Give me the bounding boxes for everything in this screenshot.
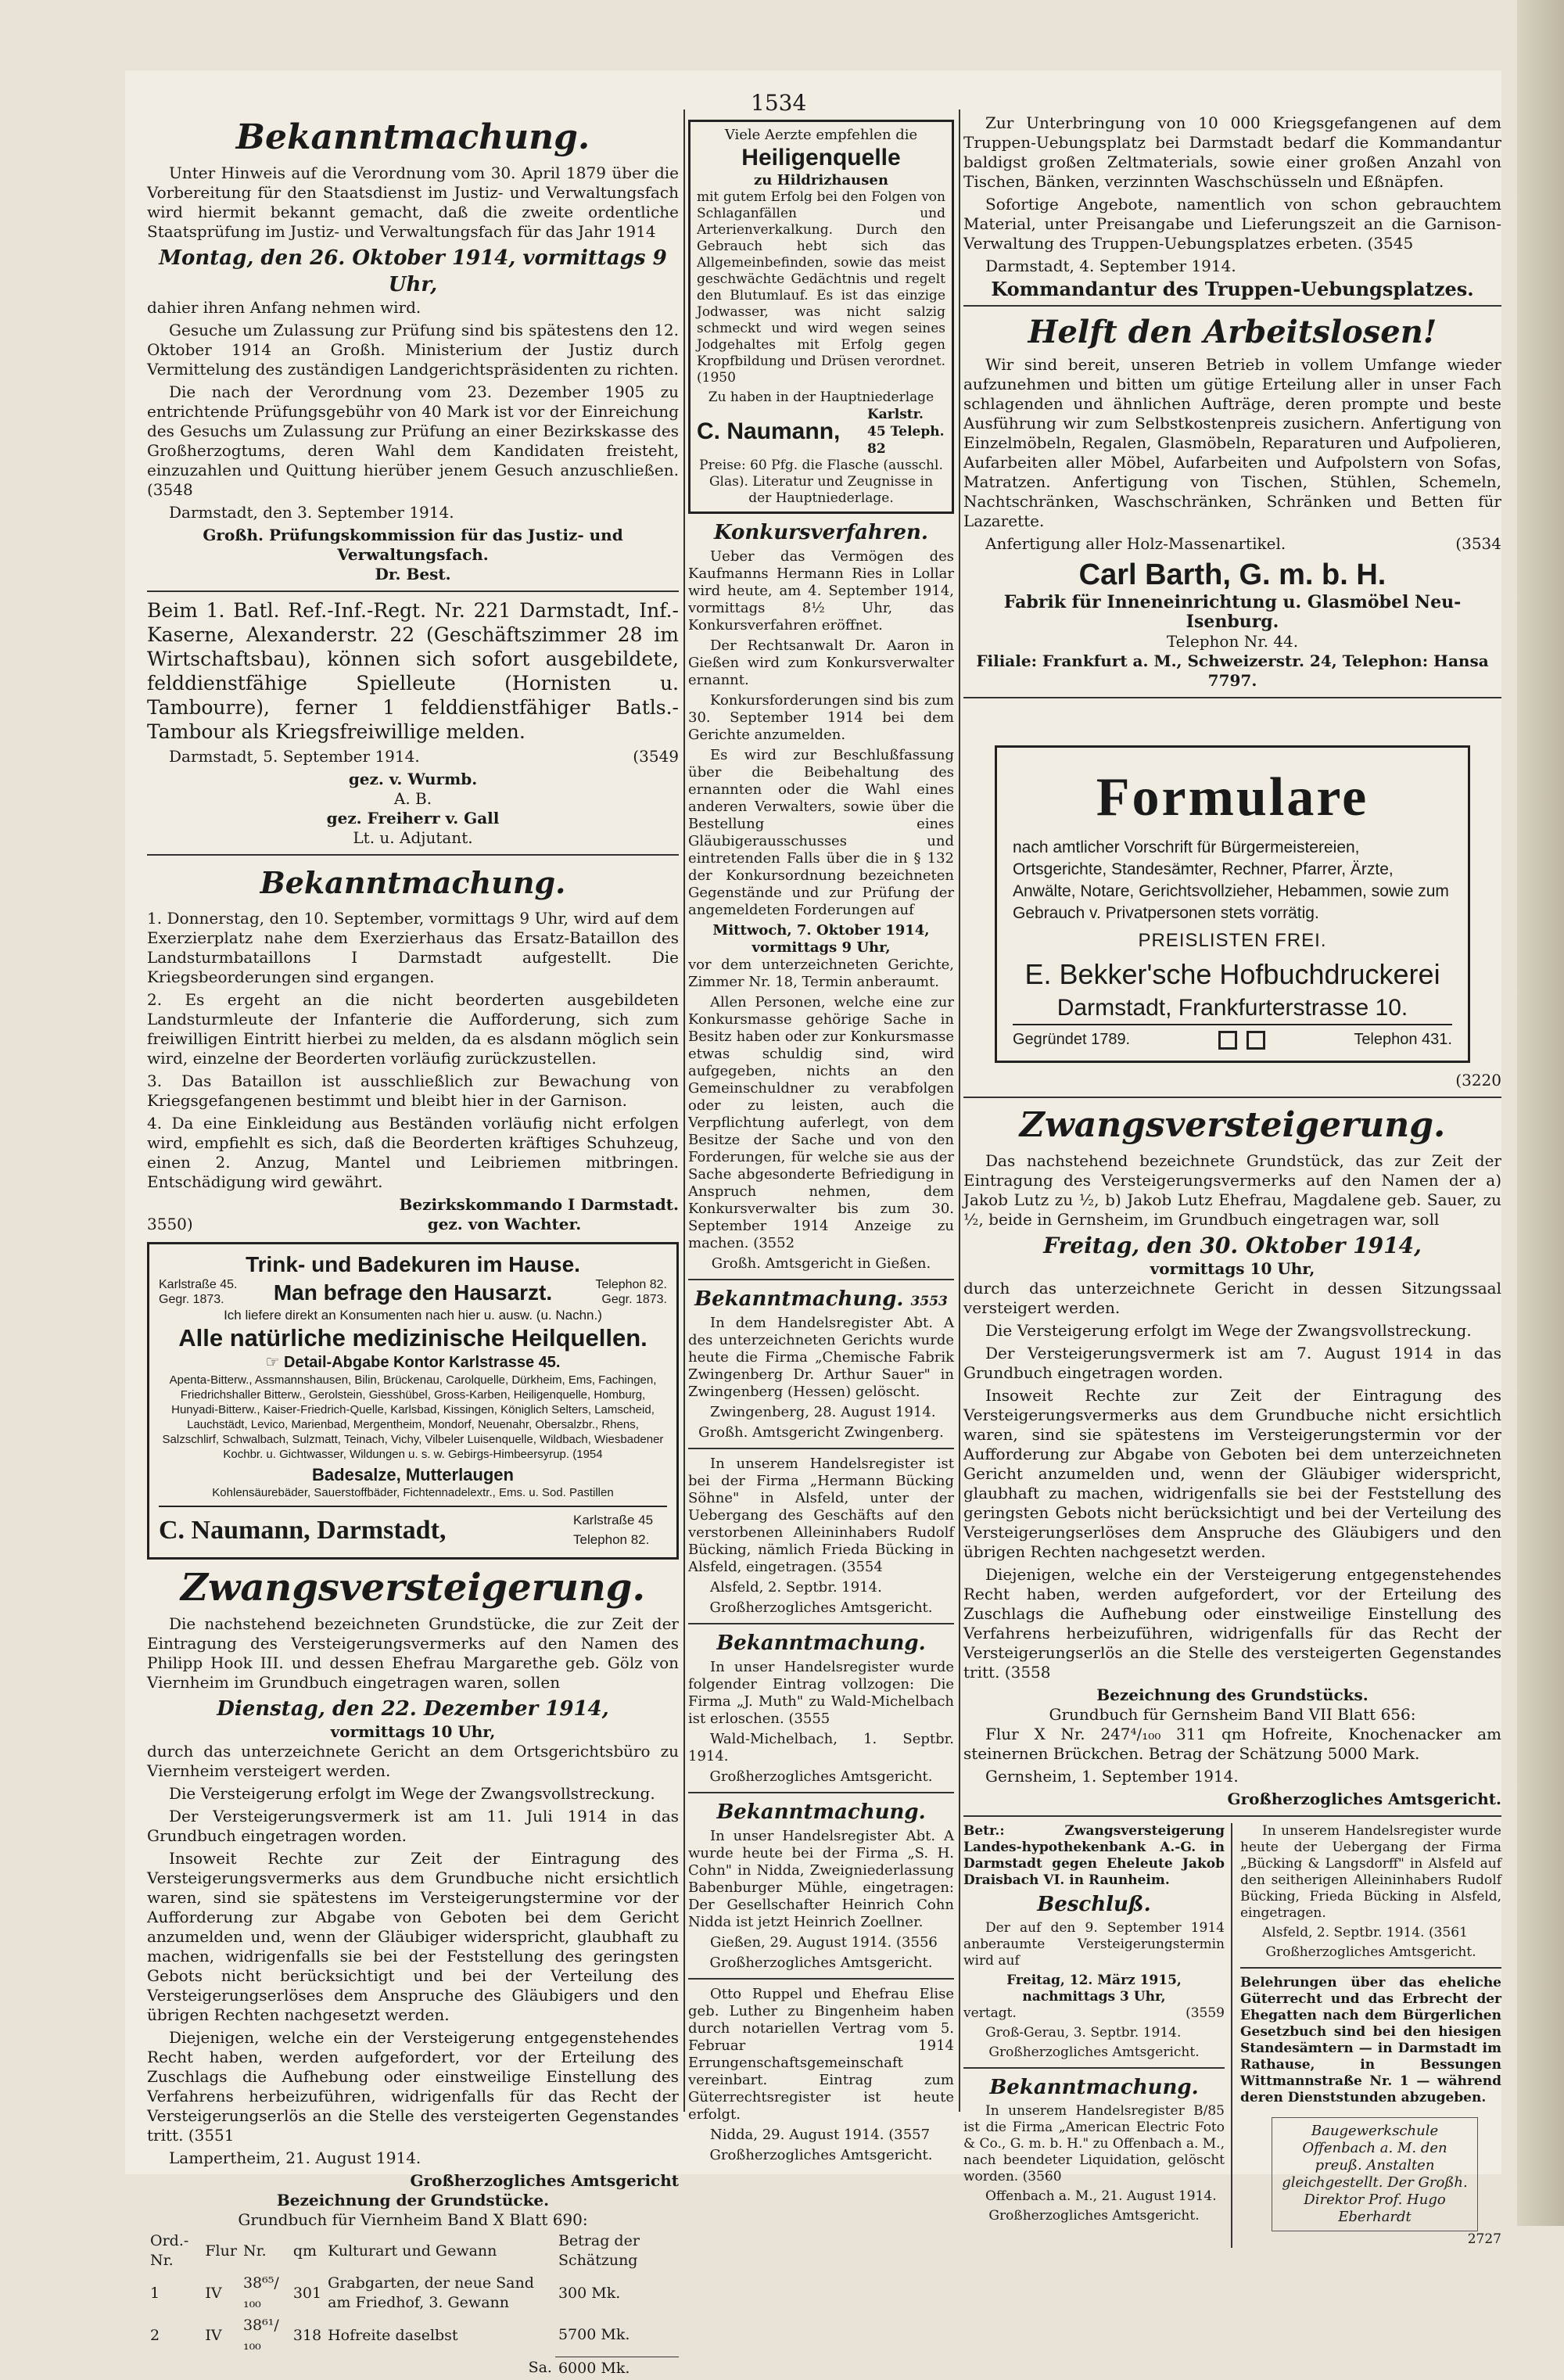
notice-text: In unser Handelsregister Abt. A wurde heute bei der Firma „S. H. Cohn" in Nidda, Zweigniederlassung Babenburger Mühle, eingetragen: Der Gesellschafter Heinrich Cohn Nidda ist jetzt Heinrich Zoellner. — [688, 1828, 954, 1930]
stamp-reference: 2727 — [1467, 2231, 1501, 2247]
page-number: 1534 — [751, 90, 807, 116]
column-left — [147, 113, 679, 2380]
ad-footer: Gegründet 1789. Telephon 431. — [1013, 1031, 1452, 1048]
advertisement-box — [995, 745, 1470, 1063]
ad-title: Trink- und Badekuren im Hause. — [246, 1252, 580, 1276]
ad-text: Viele Aerzte empfehlen die — [724, 127, 918, 143]
notice-time: vormittags 10 Uhr, — [1150, 1259, 1315, 1278]
notice-place-date: Wald-Michelbach, 1. Septbr. 1914. — [688, 1731, 954, 1764]
notice-text: Der Versteigerungsvermerk ist am 7. August 1914 in das Grundbuch eingetragen worden. — [963, 1344, 1501, 1382]
notice-date: Freitag, den 30. Oktober 1914, — [1043, 1233, 1422, 1258]
notice-text: Unter Hinweis auf die Verordnung vom 30. April 1879 über die Vorbereitung für den Staatsdienst im Justiz- und Verwaltungsfach wird hiermit bekannt gemacht, daß die zweite ordentliche Staatsprüfung im Justiz- und Verwaltungsfach für das Jahr 1914 — [147, 163, 679, 241]
notice-signature: Großherzogliches Amtsgericht. — [709, 1768, 933, 1785]
list-item: 3. Das Bataillon ist ausschließlich zur Bewachung von Kriegsgefangenen bestimmt und bleibt hier in der Garnison. — [147, 1072, 679, 1110]
notice-signature: Großherzogliches Amtsgericht. — [709, 1955, 933, 1971]
ad-firm-name: E. Bekker'sche Hofbuchdruckerei — [1024, 958, 1440, 990]
ad-text: Filiale: Frankfurt a. M., Schweizerstr. 24, Telephon: Hansa 7797. — [976, 652, 1489, 690]
notice-place-date: Gernsheim, 1. September 1914. — [985, 1767, 1239, 1786]
notice-signature: Großh. Amtsgericht Zwingenberg. — [698, 1424, 944, 1441]
notice-text: vor dem unterzeichneten Gerichte, Zimmer Nr. 18, Termin anberaumt. — [688, 957, 954, 990]
notice-place-date: Alsfeld, 2. Septbr. 1914. — [710, 1579, 882, 1596]
ad-title: Heiligenquelle — [741, 145, 901, 171]
notice-place-date: Offenbach a. M., 21. August 1914. — [985, 2188, 1217, 2204]
column-right — [963, 113, 1501, 2248]
institution-stamp: Baugewerkschule Offenbach a. M. den preuß. Anstalten gleichgestellt. Der Großh. Direktor Prof. Hugo Eberhardt — [1272, 2117, 1478, 2231]
ad-footer: C. Naumann, Darmstadt, Karlstraße 45 Telephon 82. — [159, 1506, 667, 1549]
notice-text: Das nachstehend bezeichnete Grundstück, das zur Zeit der Eintragung des Versteigerungsvermerks auf den Namen der a) Jakob Lutz zu ½, b) Jakob Lutz Ehefrau, Magdalene geb. Sauer, zu ½, beide in Gernsheim, im Grundbuch eingetragen war, soll — [963, 1151, 1501, 1229]
notice-place-date: Alsfeld, 2. Septbr. 1914. (3561 — [1262, 1925, 1468, 1940]
notice-title: Zwangsversteigerung. — [1019, 1105, 1446, 1145]
notice-text: Flur X Nr. 247⁴/₁₀₀ 311 qm Hofreite, Knochenacker am steinernen Brückchen. Betrag der Schätzung 5000 Mark. — [963, 1725, 1501, 1763]
notice-text: In unserem Handelsregister wurde heute der Uebergang der Firma „Bücking & Langsdorff" in Alsfeld auf den seitherigen Alleininhabers Rudolf Bücking, Frieda Bücking in Alsfeld, eingetragen. — [1240, 1823, 1501, 1921]
notice-text: Die Versteigerung erfolgt im Wege der Zwangsvollstreckung. — [985, 1321, 1472, 1340]
notice-date: Mittwoch, 7. Oktober 1914, vormittags 9 Uhr, — [712, 922, 930, 956]
section-heading: Bezeichnung der Grundstücke. — [276, 2191, 550, 2209]
notice-title: Zwangsversteigerung. — [180, 1566, 646, 1610]
notice-text: Die Versteigerung erfolgt im Wege der Zwangsvollstreckung. — [169, 1784, 655, 1803]
notice-text: Konkursforderungen sind bis zum 30. September 1914 bei dem Gerichte anzumelden. — [688, 692, 954, 743]
ad-text: Anfertigung aller Holz-Massenartikel. (3534 — [985, 534, 1501, 553]
list-item: 2. Es ergeht an die nicht beorderten ausgebildeten Landsturmleute der Infanterie die Aufforderung, sich zum freiwilligen Eintritt hierbei zu melden, da es alsdann möglich sein wird, einzelne der Beorderten vorläufig zurückzustellen. — [147, 990, 679, 1068]
table-row: 1 IV 38⁶⁵/₁₀₀ 301 Grabgarten, der neue Sand am Friedhof, 3. Gewann 300 Mk. — [150, 2274, 621, 2311]
ad-text: Wir sind bereit, unseren Betrieb in vollem Umfange wieder aufzunehmen und bitten um gütige Erteilung aller in unser Fach schlagenden und ähnlichen Aufträge, deren prompte und beste Ausführung wir zum Selbstkostenpreis zusichern. Anfertigung von Einzelmöbeln, Regalen, Glasmöbeln, Reparaturen und Aufpolieren, Aufarbeiten aller Möbel, Aufarbeiten und Aufpolstern von Sofas, Matratzen. Anfertigung von Tischen, Stühlen, Schemeln, Nachtschränken, Waschschränken, Schränken und Betten für Lazarette. — [963, 355, 1501, 530]
notice-signature: Großherzogliches Amtsgericht. — [1265, 1944, 1476, 1960]
notice-text: Der auf den 9. September 1914 anberaumte Versteigerungstermin wird auf — [963, 1920, 1225, 1969]
notice-signature: Großh. Prüfungskommission für das Justiz- und Verwaltungsfach. — [203, 526, 623, 564]
notice-text: In unser Handelsregister wurde folgender Eintrag vollzogen: Die Firma „J. Muth" zu Wald-Michelbach ist erloschen. (3555 — [688, 1659, 954, 1727]
notice-text: Belehrungen über das eheliche Güterrecht und das Erbrecht der Ehegatten nach dem Bürgerlichen Gesetzbuch sind bei den hiesigen Standesämtern — in Darmstadt im Rathause, in Bessungen Wittmannstraße Nr. 1 — während deren Dienststunden abzugeben. — [1240, 1975, 1501, 2105]
notice-signature: A. B. — [393, 789, 432, 808]
notice-signature-line: 3550) gez. von Wachter. — [147, 1215, 582, 1233]
table-header-row — [147, 2230, 679, 2272]
ad-reference: (3220 — [1455, 1071, 1501, 1089]
table-header: qm — [292, 2242, 317, 2260]
table-header: Betrag der Schätzung — [558, 2232, 640, 2269]
notice-place-date: Lampertheim, 21. August 1914. — [169, 2148, 421, 2167]
notice-text: durch das unterzeichnete Gericht an dem Ortsgerichtsbüro zu Viernheim versteigert werden. — [147, 1742, 679, 1780]
notice-text: In unserem Handelsregister ist bei der Firma „Hermann Bücking Söhne" in Alsfeld, unter der Uebergang des Geschäfts auf den verstorbenen Alleininhabers Rudolf Bücking, nämlich Frieda Bücking in Alsfeld, eingetragen. (3554 — [688, 1456, 954, 1575]
notice-signature: Kommandantur des Truppen-Uebungsplatzes. — [991, 278, 1474, 300]
ad-footer: C. Naumann, Karlstr. 45 Teleph. 82 — [697, 407, 945, 457]
section-heading: Bezeichnung des Grundstücks. — [1096, 1685, 1368, 1704]
notice-text: Diejenigen, welche ein der Versteigerung entgegenstehendes Recht haben, werden aufgefordert, vor der Erteilung des Zuschlags die Aufhebung oder einstweilige Einstellung des Verfahrens herbeizuführen, widrigenfalls für das Recht der Versteigerungserlös an die Stelle des versteigerten Gegenstandes tritt. (3558 — [963, 1565, 1501, 1682]
ad-subheadline: PREISLISTEN FREI. — [1138, 930, 1327, 951]
decorative-squares-icon — [1214, 1030, 1270, 1050]
notice-title: Bekanntmachung. — [235, 117, 590, 157]
notice-text: Der Rechtsanwalt Dr. Aaron in Gießen wird zum Konkursverwalter ernannt. — [688, 637, 954, 688]
notice-text: Zur Unterbringung von 10 000 Kriegsgefangenen auf dem Truppen-Uebungsplatz bei Darmstadt bedarf die Kommandantur baldigst großen Zeltmaterials, sowie einer großen Anzahl von Tischen, Bänken, verzinnten Waschschüsseln und Eßnäpfen. — [963, 113, 1501, 191]
notice-signature: Großherzogliches Amtsgericht — [410, 2171, 679, 2190]
notice-signature: Dr. Best. — [375, 565, 451, 583]
notice-place-date: Darmstadt, den 3. September 1914. — [169, 503, 454, 522]
list-item: 1. Donnerstag, den 10. September, vormittags 9 Uhr, wird auf dem Exerzierplatz nahe dem Exerzierhaus das Ersatz-Bataillon des Landsturmbataillons I Darmstadt aufgestellt. Die Kriegsbeorderungen sind ergangen. — [147, 909, 679, 986]
ad-text: mit gutem Erfolg bei den Folgen von Schlaganfällen und Arterienverkalkung. Durch den Gebrauch hebt sich das Allgemeinbefinden, sowie das meist geschwächte Gedächtnis und regelt den Blutumlauf. Es ist das einzige Jodwasser, was nicht salzig schmeckt und wird wegen seines Jodgehaltes mit Erfolg gegen Kropfbildung und Drüsen verordnet. (1950 — [697, 189, 945, 386]
notice-title: Konkursverfahren. — [713, 521, 928, 544]
notice-text: Die nachstehend bezeichneten Grundstücke, die zur Zeit der Eintragung des Versteigerungsvermerks auf den Namen des Philipp Hook III. und dessen Ehefrau Margarethe geb. Gölz von Viernheim im Grundbuch eingetragen waren, sollen — [147, 1614, 679, 1692]
notice-place-date: Zwingenberg, 28. August 1914. — [710, 1404, 936, 1420]
notice-place-date: Groß-Gerau, 3. Septbr. 1914. — [985, 2025, 1182, 2041]
notice-place-date: Nidda, 29. August 1914. (3557 — [710, 2127, 931, 2143]
notice-signature: Großherzogliches Amtsgericht. — [709, 1599, 933, 1616]
notice-title: Bekanntmachung. — [989, 2076, 1199, 2099]
ad-firm-name: Carl Barth, G. m. b. H. — [1078, 558, 1386, 591]
column-rule-right — [959, 109, 960, 2112]
advertisement-box — [147, 1242, 679, 1560]
notice-title: Bekanntmachung. — [716, 1632, 926, 1655]
notice-text: Ueber das Vermögen des Kaufmanns Hermann Ries in Lollar wird heute, am 4. September 1914, vormittags 8½ Uhr, das Konkursverfahren eröffnet. — [688, 548, 954, 634]
advertisement-box — [688, 120, 954, 514]
property-table — [147, 2230, 679, 2380]
notice-signature: gez. v. Wurmb. — [348, 770, 478, 788]
column-middle — [688, 113, 954, 2164]
notice-signature: Großherzogliches Amtsgericht. — [709, 2147, 933, 2163]
ad-title: Helft den Arbeitslosen! — [1028, 314, 1437, 350]
notice-text: Diejenigen, welche ein der Versteigerung entgegenstehendes Recht haben, werden aufgefordert, vor der Erteilung des Zuschlags die Aufhebung oder einstweilige Einstellung des Verfahrens herbeizuführen, widrigenfalls für das Recht der Versteigerungserlös an die Stelle des versteigerten Gegenstandes tritt. (3551 — [147, 2028, 679, 2145]
notice-text: vertagt. (3559 — [963, 2005, 1225, 2021]
notice-signature: Lt. u. Adjutant. — [353, 828, 473, 847]
notice-date: Montag, den 26. Oktober 1914, vormittags 9 Uhr, — [159, 246, 667, 296]
notice-place-date: Darmstadt, 4. September 1914. — [985, 257, 1236, 275]
notice-block — [963, 1823, 1232, 2248]
notice-text: Otto Ruppel und Ehefrau Elise geb. Luther zu Bingenheim haben durch notariellen Vertrag vom 5. Februar 1914 Errungenschaftsgemeinschaft vereinbart. Eintrag zum Güterrechtsregister ist heute erfolgt. — [688, 1986, 954, 2123]
notice-text: In unserem Handelsregister B/85 ist die Firma „American Electric Foto & Co., G. m. b. H." zu Offenbach a. M., nach beendeter Liquidation, gelöscht worden. (3560 — [963, 2103, 1225, 2184]
table-sum-row: Sa. 6000 Mk. — [147, 2357, 679, 2380]
pointing-hand-icon: ☞ — [265, 1354, 285, 1371]
notice-date: Freitag, 12. März 1915, nachmittags 3 Uhr, — [1006, 1973, 1182, 2005]
notice-text: Allen Personen, welche eine zur Konkursmasse gehörige Sache in Besitz haben oder zur Konkursmasse etwas schuldig sind, wird aufgegeben, nichts an den Gemeinschuldner zu verabfolgen oder zu leisten, auch die Verpflichtung auferlegt, von dem Besitze der Sache und von den Forderungen, für welche sie aus der Sache abgesonderte Befriedigung in Anspruch nehmen, dem Konkursverwalter bis zum 30. September 1914 Anzeige zu machen. (3552 — [688, 994, 954, 1251]
notice-text: Insoweit Rechte zur Zeit der Eintragung des Versteigerungsvermerks aus dem Grundbuche nicht ersichtlich waren, sind sie spätestens im Versteigerungstermine vor der Aufforderung zur Abgabe von Geboten bei dem Gericht anzumelden und, wenn der Gläubiger widerspricht, glaubhaft zu machen, widrigenfalls sie bei der Feststellung des geringsten Gebots nicht berücksichtigt und bei der Verteilung des Versteigerungserlöses dem Anspruche des Gläubigers und den übrigen Rechten nachgesetzt werden. — [147, 1849, 679, 2024]
ad-text: Ich liefere direkt an Konsumenten nach hier u. ausw. (u. Nachn.) — [224, 1308, 602, 1323]
notice-text: Es wird zur Beschlußfassung über die Beibehaltung des ernannten oder die Wahl eines anderen Verwalters, sowie über die Bestellung eines Gläubigerausschusses und eintretenden Falls über die in § 132 der Konkursordnung bezeichneten Gegenstände und zur Prüfung der angemeldeten Forderungen auf — [688, 747, 954, 918]
notice-text: Betr.: Zwangsversteigerung Landes-hypothekenbank A.-G. in Darmstadt gegen Eheleute Jakob Draisbach VI. in Raunheim. — [963, 1823, 1225, 1888]
ad-text: nach amtlicher Vorschrift für Bürgermeistereien, Ortsgerichte, Standesämter, Rechner, Pfarrer, Ärzte, Anwälte, Notare, Gerichtsvollzieher, Hebammen, sowie zum Gebrauch v. Privatpersonen stets vorrätig. — [1013, 838, 1449, 922]
notice-signature: Großherzogliches Amtsgericht. — [988, 2044, 1200, 2060]
ad-text: Zu haben in der Hauptniederlage — [708, 389, 934, 405]
notice-place-date: Darmstadt, 5. September 1914. (3549 — [169, 747, 679, 766]
ad-address: Darmstadt, Frankfurterstrasse 10. — [1013, 993, 1452, 1025]
notice-signature: Großherzogliches Amtsgericht. — [1227, 1789, 1501, 1808]
notice-text: Insoweit Rechte zur Zeit der Eintragung des Versteigerungsvermerks aus dem Grundbuche nicht ersichtlich waren, sind sie spätestens im Versteigerungstermin vor der Aufforderung zur Abgabe von Geboten bei dem unterzeichneten Gericht anzumelden und, wenn der Gläubiger widerspricht, glaubhaft zu machen, widrigenfalls sie bei der Feststellung des geringsten Gebots nicht berücksichtigt und bei der Verteilung des Versteigerungserlöses dem Anspruche des Gläubigers und den übrigen Rechten nachgesetzt werden. — [963, 1386, 1501, 1561]
ad-text: Telephon Nr. 44. — [1166, 632, 1299, 651]
notice-title: Bekanntmachung. — [260, 865, 566, 900]
notice-date: Dienstag, den 22. Dezember 1914, — [217, 1697, 609, 1721]
notice-text: Sofortige Angebote, namentlich von schon gebrauchtem Material, unter Preisangabe und Lieferungszeit an die Garnison-Verwaltung des Truppen-Uebungsplatzes erbeten. (3545 — [963, 195, 1501, 253]
list-item: 4. Da eine Einkleidung aus Beständen vorläufig nicht erfolgen wird, empfiehlt es sich, daß die Beorderten kräftiges Schuhzeug, einen 2. Anzug, Mantel und Leibriemen mitbringen. Entschädigung wird gewährt. — [147, 1114, 679, 1191]
notice-signature: gez. Freiherr v. Gall — [326, 809, 500, 827]
notice-title: Beschluß. — [1037, 1893, 1151, 1916]
notice-title: Bekanntmachung. 3553 — [694, 1287, 948, 1311]
ad-subheadline: zu Hildrizhausen — [754, 172, 888, 188]
ad-title: Formulare — [1096, 767, 1369, 827]
ad-text: Kohlensäurebäder, Sauerstoffbäder, Fichtennadelextr., Ems. u. Sod. Pastillen — [212, 1486, 614, 1499]
section-subheading: Grundbuch für Viernheim Band X Blatt 690: — [238, 2210, 588, 2229]
notice-text: Beim 1. Batl. Ref.-Inf.-Regt. Nr. 221 Darmstadt, Inf.-Kaserne, Alexanderstr. 22 (Geschäftszimmer 28 im Wirtschaftsbau), können sich sofort ausgebildete, felddienstfähige Spielleute (Hornisten u. Tambourre), ferner 1 felddienstfähiger Batls.-Tambour als Kriegsfreiwillige melden. — [147, 599, 679, 743]
table-header: Kulturart und Gewann — [328, 2242, 497, 2260]
table-header: Nr. — [242, 2242, 267, 2260]
ad-text: Preise: 60 Pfg. die Flasche (ausschl. Glas). Literatur und Zeugnisse in der Hauptniederlage. — [699, 458, 943, 506]
notice-signature: Bezirkskommando I Darmstadt. — [399, 1195, 679, 1214]
two-column-notices — [963, 1823, 1501, 2248]
ad-subheadline: ☞ Detail-Abgabe Kontor Karlstrasse 45. — [265, 1354, 561, 1371]
table-row: 2 IV 38⁶¹/₁₀₀ 318 Hofreite daselbst 5700 Mk. — [150, 2317, 630, 2353]
table-header: Flur — [205, 2242, 237, 2260]
page-binding-edge — [1517, 0, 1564, 2226]
notice-block — [1240, 1823, 1501, 2248]
ad-header-row: Karlstraße 45. Gegr. 1873. Man befrage den Hausarzt. Telephon 82. Gegr. 1873. — [159, 1278, 667, 1306]
ad-headline: Alle natürliche medizinische Heilquellen. — [178, 1324, 647, 1352]
notice-title: Bekanntmachung. — [716, 1800, 926, 1824]
notice-text: Gesuche um Zulassung zur Prüfung sind bis spätestens den 12. Oktober 1914 an Großh. Ministerium der Justiz durch Vermittelung des zuständigen Landgerichtspräsidenten zu richten. — [147, 321, 679, 379]
ad-subheadline: Fabrik für Inneneinrichtung u. Glasmöbel Neu-Isenburg. — [1003, 592, 1462, 632]
notice-signature: Großherzogliches Amtsgericht. — [988, 2208, 1200, 2224]
notice-text: Die nach der Verordnung vom 23. Dezember 1905 zu entrichtende Prüfungsgebühr von 40 Mark ist vor der Einreichung des Gesuchs um Zulassung zur Prüfung an einer Bezirkskasse des Großherzogtums, deren Wahl dem Kandidaten freisteht, einzuzahlen und Quittung hierüber jenem Gesuch anzuschließen. (3548 — [147, 382, 679, 499]
notice-text: dahier ihren Anfang nehmen wird. — [147, 298, 421, 317]
notice-text: durch das unterzeichnete Gericht in dessen Sitzungssaal versteigert werden. — [963, 1279, 1501, 1317]
notice-signature: Großh. Amtsgericht in Gießen. — [711, 1255, 931, 1272]
ad-text: Apenta-Bitterw., Assmannshausen, Bilin, Brückenau, Carolquelle, Dürkheim, Ems, Fachingen, Friedrichshaller Bitterw., Gerolstein, Giesshübel, Gross-Karben, Heiligenquelle, Homburg, Hunyadi-Bitterw., Kaiser-Friedrich-Quelle, Karlsbad, Kissingen, Königlich Selters, Lamscheid, Lauchstädt, Levico, Marienbad, Mergentheim, Mondorf, Neuenahr, Obersalzbr., Rhens, Salzschlirf, Schwalbach, Sulzmatt, Teinach, Vichy, Vilbeler Luisenquelle, Wildbach, Wiesbadener Kochbr. u. Gichtwasser, Wildungen u. s. w. Gebirgs-Himbeersyrup. (1954 — [162, 1373, 664, 1461]
column-rule-left — [683, 109, 685, 2112]
table-header: Ord.-Nr. — [150, 2232, 189, 2269]
notice-place-date: Gießen, 29. August 1914. (3556 — [710, 1934, 938, 1951]
ad-subheadline: Badesalze, Mutterlaugen — [312, 1465, 514, 1484]
notice-time: vormittags 10 Uhr, — [330, 1722, 496, 1741]
section-subheading: Grundbuch für Gernsheim Band VII Blatt 656: — [1049, 1705, 1416, 1724]
notice-text: Der Versteigerungsvermerk ist am 11. Juli 1914 in das Grundbuch eingetragen worden. — [147, 1807, 679, 1845]
notice-text: In dem Handelsregister Abt. A des unterzeichneten Gerichts wurde heute die Firma „Chemische Fabrik Zwingenberg Dr. Arthur Sauer" in Zwingenberg (Hessen) gelöscht. — [688, 1315, 954, 1400]
